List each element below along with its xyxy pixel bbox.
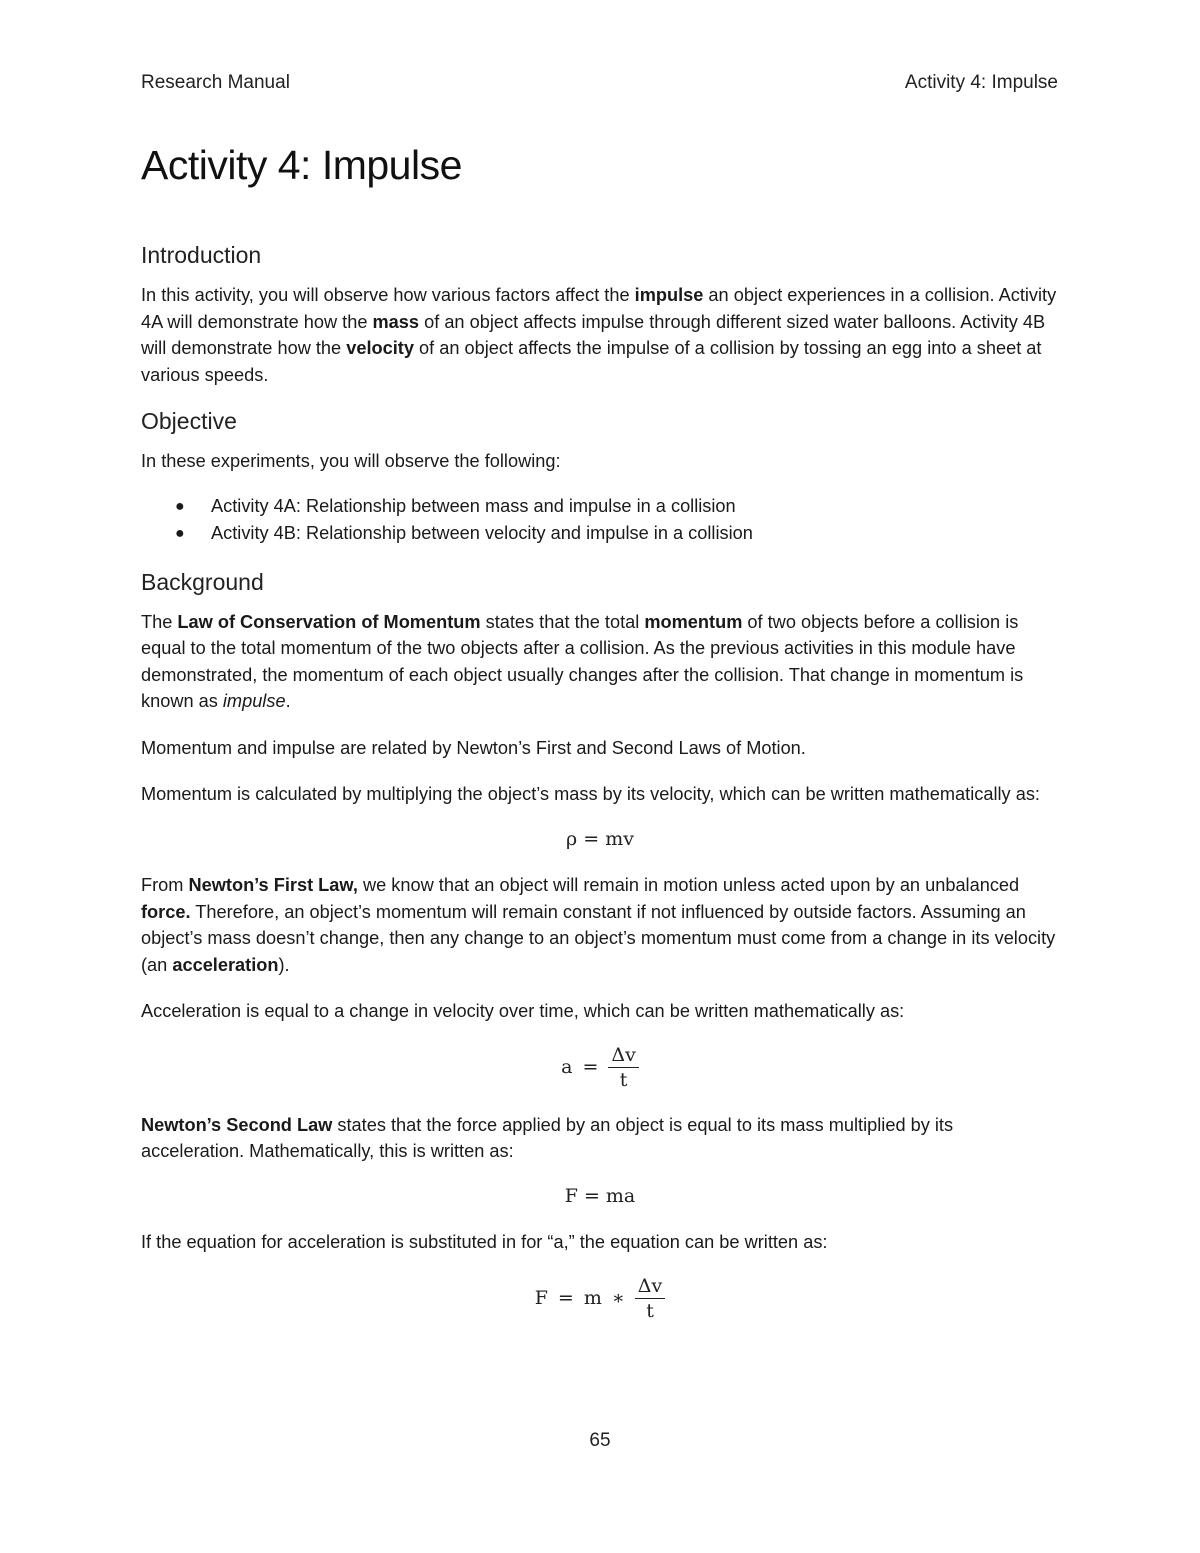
acceleration-equation: a = $\frac{\Delta v}{t}$ bbox=[141, 1043, 1059, 1092]
page-number: 65 bbox=[589, 1430, 611, 1451]
term-momentum: momentum bbox=[644, 611, 743, 632]
term-impulse: impulse bbox=[634, 285, 704, 305]
objective-lead: In these experiments, you will observe the following: bbox=[141, 451, 561, 471]
introduction-paragraph: In this activity, you will observe how various factors affect the impulse an object experiences in a collision. Activity 4A will demonstrate how the mass of an object affects impulse through different sized water balloons. Activity 4B will demonstrate how the velocity of an object affects the impulse of a collision by tossing an egg into a sheet at various speeds. bbox=[141, 285, 1057, 385]
term-newtons-first-law: Newton’s First Law, bbox=[188, 875, 358, 895]
substituted-force-equation: F = m ∗ $\frac{\Delta v}{t}$ bbox=[141, 1274, 1059, 1323]
background-heading: Background bbox=[141, 568, 264, 595]
background-paragraph-7: If the equation for acceleration is substituted in for “a,” the equation can be written as: bbox=[141, 1232, 828, 1252]
bullet-icon: ● bbox=[175, 497, 185, 515]
term-impulse-italic: impulse bbox=[222, 691, 286, 711]
background-paragraph-2: Momentum and impulse are related by Newton’s First and Second Laws of Motion. bbox=[141, 737, 806, 758]
term-force: force. bbox=[141, 901, 191, 922]
term-conservation-law: Law of Conservation of Momentum bbox=[177, 611, 481, 632]
running-header bbox=[141, 72, 1058, 94]
term-velocity: velocity bbox=[346, 338, 414, 358]
fraction: $\frac{\Delta v}{t}$ bbox=[608, 1043, 638, 1092]
header-right: Activity 4: Impulse bbox=[904, 72, 1058, 93]
list-item: ● Activity 4B: Relationship between velocity and impulse in a collision bbox=[141, 520, 1059, 547]
objective-list bbox=[141, 493, 1059, 547]
term-newtons-second-law: Newton’s Second Law bbox=[141, 1114, 333, 1135]
introduction-heading: Introduction bbox=[141, 242, 262, 268]
background-paragraph-3: Momentum is calculated by multiplying the object’s mass by its velocity, which can be written mathematically as: bbox=[141, 784, 1040, 804]
header-left: Research Manual bbox=[141, 72, 290, 93]
document-body bbox=[141, 240, 1059, 1343]
term-mass: mass bbox=[372, 311, 420, 332]
term-acceleration: acceleration bbox=[172, 954, 279, 975]
objective-heading: Objective bbox=[141, 408, 237, 434]
force-equation: F = ma bbox=[564, 1184, 636, 1207]
momentum-equation: ρ = mv bbox=[566, 827, 634, 850]
background-paragraph-1: The Law of Conservation of Momentum states that the total momentum of two objects before a collision is equal to the total momentum of the two objects after a collision. As the previous activities in this module have demonstrated, the momentum of each object usually changes after the collision. That change in momentum is known as impulse. bbox=[141, 611, 1024, 711]
background-paragraph-4: From Newton’s First Law, we know that an object will remain in motion unless acted upon by an unbalanced force. Therefore, an object’s momentum will remain constant if not influenced by outside factors. Assuming an object’s mass doesn’t change, then any change to an object’s momentum must come from a change in its velocity (an acceleration). bbox=[141, 875, 1056, 975]
background-paragraph-6: Newton’s Second Law states that the force applied by an object is equal to its mass multiplied by its acceleration. Mathematically, this is written as: bbox=[141, 1114, 954, 1161]
background-paragraph-5: Acceleration is equal to a change in velocity over time, which can be written mathematically as: bbox=[141, 1001, 905, 1021]
list-item: ● Activity 4A: Relationship between mass and impulse in a collision bbox=[141, 493, 1059, 520]
page-title: Activity 4: Impulse bbox=[141, 142, 462, 188]
fraction: $\frac{\Delta v}{t}$ bbox=[635, 1274, 665, 1323]
bullet-icon: ● bbox=[175, 524, 185, 542]
